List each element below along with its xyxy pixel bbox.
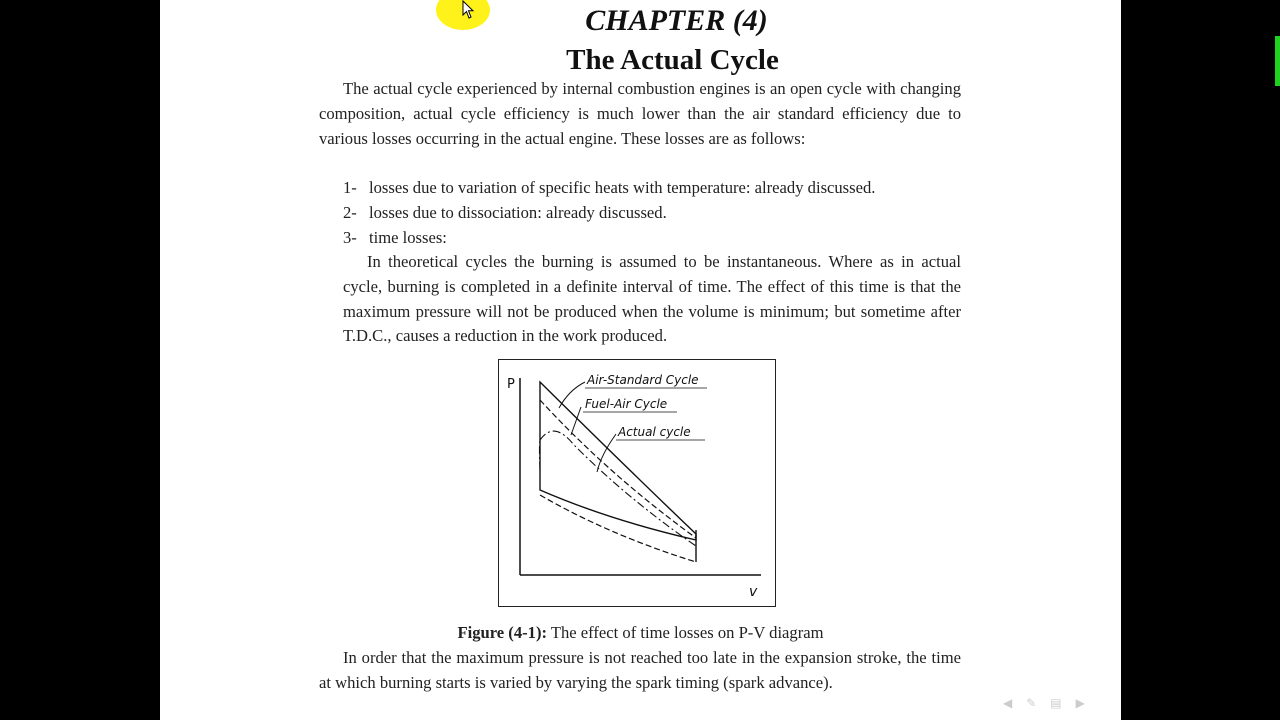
pv-diagram-figure [498, 359, 776, 607]
list-text: losses due to dissociation: already discussed. [369, 202, 667, 222]
actual-cycle-label: Actual cycle [618, 425, 691, 439]
intro-paragraph: The actual cycle experienced by internal combustion engines is an open cycle with changing composition, actual cycle efficiency is much lower than the air standard efficiency due to various losses occurring in the actual engine. These losses are as follows: [319, 79, 961, 148]
v-axis-label: v [749, 584, 758, 600]
mouse-pointer-icon [462, 0, 476, 20]
list-text: losses due to variation of specific heats with temperature: already discussed. [369, 178, 876, 197]
time-losses-paragraph: In theoretical cycles the burning is assumed to be instantaneous. Where as in actual cycle, burning is completed in a definite interval of time. The effect of this time is that the maximum pressure will not be produced when the volume is minimum; but sometime after T.D.C., causes a reduction in the work produced. [343, 252, 961, 346]
p-axis-label: P [507, 377, 515, 392]
next-icon[interactable]: ▶ [1075, 696, 1099, 710]
side-indicator [1275, 36, 1280, 86]
list-number: 1- [343, 178, 357, 197]
list-item [343, 226, 875, 251]
loss-list [343, 176, 875, 250]
figure-caption [160, 623, 1121, 643]
pen-icon[interactable]: ✎ [1026, 696, 1051, 710]
page-title: The Actual Cycle [566, 44, 779, 76]
air-standard-label: Air-Standard Cycle [587, 373, 699, 387]
list-text: time losses: [369, 227, 447, 247]
list-number: 3- [343, 227, 357, 247]
caption-text: The effect of time losses on P-V diagram [547, 623, 824, 642]
closing-paragraph: In order that the maximum pressure is not reached too late in the expansion stroke, the time at which burning starts is varied by varying the spark timing (spark advance). [319, 648, 961, 692]
list-number: 2- [343, 202, 357, 222]
fuel-air-label: Fuel-Air Cycle [585, 397, 668, 411]
previous-icon[interactable]: ◀ [1003, 696, 1027, 710]
list-item [343, 176, 875, 201]
actual-cycle-curve [540, 431, 697, 546]
caption-number: Figure (4-1): [457, 623, 548, 642]
list-item [343, 201, 875, 226]
document-page [160, 0, 1121, 720]
chapter-heading: CHAPTER (4) [585, 4, 768, 37]
slide-controls [1003, 696, 1099, 710]
pv-diagram [499, 360, 777, 608]
menu-icon[interactable]: ▤ [1050, 696, 1076, 710]
